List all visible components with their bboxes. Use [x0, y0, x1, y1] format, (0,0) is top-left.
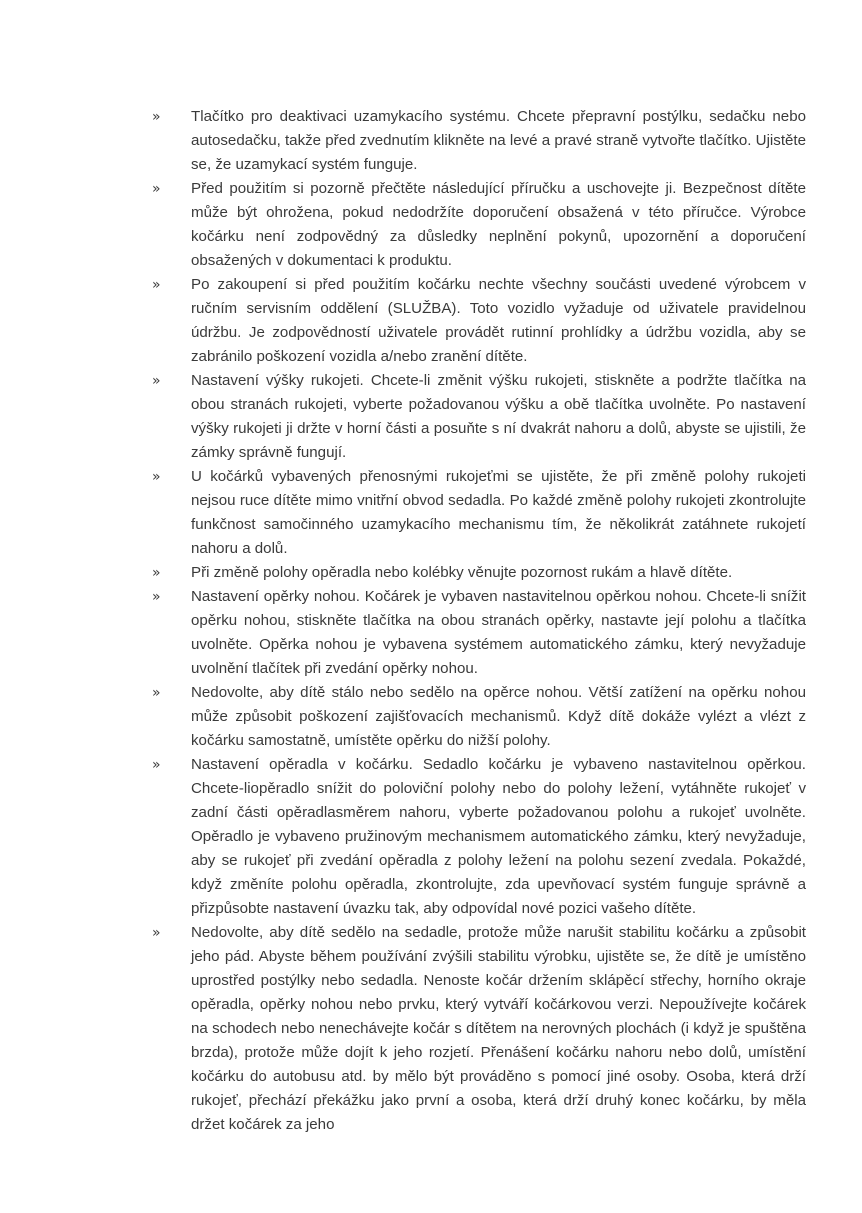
list-item — [152, 681, 806, 753]
list-item — [152, 921, 806, 1137]
bullet-marker-icon: » — [152, 109, 161, 125]
list-item-text: Před použitím si pozorně přečtěte následující příručku a uschovejte ji. Bezpečnost dítěte může být ohrožena, pokud nedodržíte doporučení obsažená v této příručce. Výrobce kočárku není zodpovědný za důsledky neplnění pokynů, upozornění a doporučení obsažených v dokumentaci k produktu. — [191, 180, 806, 269]
list-item — [152, 585, 806, 681]
list-item-text: Nastavení opěrky nohou. Kočárek je vybaven nastavitelnou opěrkou nohou. Chcete-li snížit opěrku nohou, stiskněte tlačítka na obou stranách opěrky, nastavte její polohu a tlačítka uvolněte. Opěrka nohou je vybavena systémem automatického zámku, který nevyžaduje uvolnění tlačítek při zvedání opěrky nohou. — [191, 588, 806, 677]
list-item-text: U kočárků vybavených přenosnými rukojeťmi se ujistěte, že při změně polohy rukojeti nejsou ruce dítěte mimo vnitřní obvod sedadla. Po každé změně polohy rukojeti zkontrolujte funkčnost samočinného uzamykacího mechanismu tím, že několikrát zatáhnete rukojetí nahoru a dolů. — [191, 468, 806, 557]
bullet-marker-icon: » — [152, 685, 161, 701]
list-item-text: Nastavení opěradla v kočárku. Sedadlo kočárku je vybaveno nastavitelnou opěrkou. Chcete-liopěradlo snížit do poloviční polohy nebo do polohy ležení, vytáhněte rukojeť v zadní části opěradlasměrem nahoru, vyberte požadovanou polohu a rukojeť uvolněte. Opěradlo je vybaveno pružinovým mechanismem automatického zámku, který nevyžaduje, aby se rukojeť při zvedání opěradla z polohy ležení na polohu sezení zvedala. Pokaždé, když změníte polohu opěradla, zkontrolujte, zda upevňovací systém funguje správně a přizpůsobte nastavení úvazku tak, aby odpovídal nové pozici vašeho dítěte. — [191, 756, 806, 917]
list-item-text: Nedovolte, aby dítě stálo nebo sedělo na opěrce nohou. Větší zatížení na opěrku nohou může způsobit poškození zajišťovacích mechanismů. Když dítě dokáže vylézt a vlézt z kočárku samostatně, umístěte opěrku do nižší polohy. — [191, 684, 806, 749]
list-item — [152, 273, 806, 369]
list-item — [152, 177, 806, 273]
list-item — [152, 561, 806, 585]
list-item-text: Při změně polohy opěradla nebo kolébky věnujte pozornost rukám a hlavě dítěte. — [191, 564, 733, 581]
list-item — [152, 465, 806, 561]
bullet-marker-icon: » — [152, 373, 161, 389]
bullet-marker-icon: » — [152, 589, 161, 605]
bullet-marker-icon: » — [152, 925, 161, 941]
list-item-text: Nedovolte, aby dítě sedělo na sedadle, protože může narušit stabilitu kočárku a způsobit jeho pád. Abyste během používání zvýšili stabilitu výrobku, ujistěte se, že dítě je umístěno uprostřed postýlky nebo sedadla. Nenoste kočár držením sklápěcí střechy, horního okraje opěradla, opěrky nohou nebo prvku, který vytváří kočárkovou verzi. Nepoužívejte kočárek na schodech nebo nenechávejte kočár s dítětem na nerovných plochách (i když je spuštěna brzda), protože může dojít k jeho rozjetí. Přenášení kočárku nahoru nebo dolů, umístění kočárku do autobusu atd. by mělo být prováděno s pomocí jiné osoby. Osoba, která drží rukojeť, přechází překážku jako první a osoba, která drží druhý konec kočárku, by měla držet kočárek za jeho — [191, 924, 806, 1133]
list-item-text: Tlačítko pro deaktivaci uzamykacího systému. Chcete přepravní postýlku, sedačku nebo autosedačku, takže před zvednutím klikněte na levé a pravé straně vytvořte tlačítko. Ujistěte se, že uzamykací systém funguje. — [191, 108, 806, 173]
list-item — [152, 753, 806, 921]
bullet-marker-icon: » — [152, 469, 161, 485]
bullet-marker-icon: » — [152, 181, 161, 197]
instruction-list — [152, 105, 806, 1137]
list-item — [152, 369, 806, 465]
bullet-marker-icon: » — [152, 277, 161, 293]
list-item-text: Po zakoupení si před použitím kočárku nechte všechny součásti uvedené výrobcem v ručním servisním oddělení (SLUŽBA). Toto vozidlo vyžaduje od uživatele pravidelnou údržbu. Je zodpovědností uživatele provádět rutinní prohlídky a údržbu vozidla, aby se zabránilo poškození vozidla a/nebo zranění dítěte. — [191, 276, 806, 365]
bullet-marker-icon: » — [152, 565, 161, 581]
list-item-text: Nastavení výšky rukojeti. Chcete-li změnit výšku rukojeti, stiskněte a podržte tlačítka na obou stranách rukojeti, vyberte požadovanou výšku a obě tlačítka uvolněte. Po nastavení výšky rukojeti ji držte v horní části a posuňte s ní dvakrát nahoru a dolů, abyste se ujistili, že zámky správně fungují. — [191, 372, 806, 461]
list-item — [152, 105, 806, 177]
bullet-marker-icon: » — [152, 757, 161, 773]
